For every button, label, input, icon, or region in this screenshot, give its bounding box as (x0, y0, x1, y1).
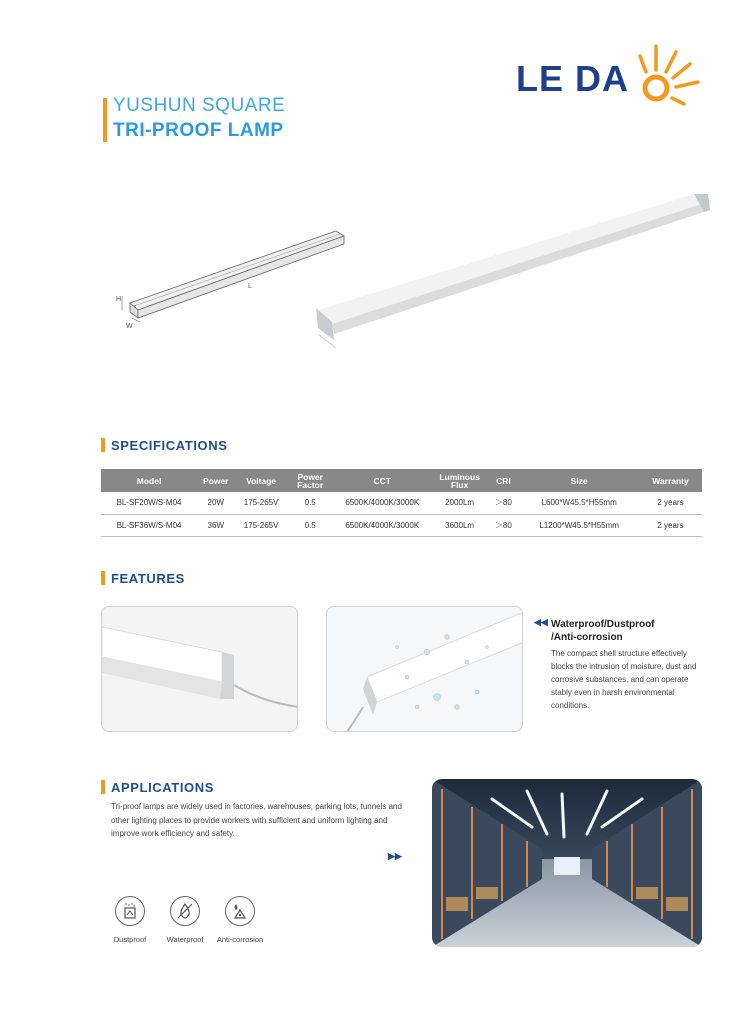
height-label: H (116, 296, 122, 303)
lamp-render (316, 194, 710, 348)
cell-voltage: 175-265V (234, 514, 287, 536)
length-label: L (248, 283, 252, 290)
cell-power: 20W (197, 492, 234, 514)
col-cri: CRI (487, 469, 519, 492)
cell-luminous-flux: 3600Lm (432, 514, 488, 536)
cell-model: BL-SF20W/S-M04 (101, 492, 197, 514)
applications-heading (101, 779, 214, 795)
dustproof-label: Dustproof (113, 935, 147, 944)
table-row (101, 514, 702, 536)
product-series-title: YUSHUN SQUARE (113, 95, 286, 116)
applications-arrow-icon: ▶▶ (388, 851, 402, 861)
width-label: W (126, 323, 133, 330)
cell-cct: 6500K/4000K/3000K (333, 492, 432, 514)
heading-accent-bar (101, 780, 105, 794)
specifications-heading (101, 437, 228, 453)
heading-accent-bar (101, 438, 105, 452)
brand-logo (516, 40, 706, 110)
col-model: Model (101, 469, 197, 492)
applications-description: Tri-proof lamps are widely used in factories, warehouses, parking lots, tunnels and other lighting places to provide workers with sufficient and uniform lighting and improve work efficiency and safety. (111, 802, 402, 838)
cell-size: L600*W45.5*H55mm (519, 492, 639, 514)
cell-model: BL-SF36W/S-M04 (101, 514, 197, 536)
cell-luminous-flux: 2000Lm (432, 492, 488, 514)
waterproof-feature (155, 896, 215, 944)
col-power-factor: Power Factor (288, 469, 333, 492)
cell-cri: ＞80 (487, 514, 519, 536)
dustproof-icon (115, 896, 145, 926)
col-warranty: Warranty (639, 469, 702, 492)
feature-image-end-cap (101, 606, 298, 732)
cell-cri: ＞80 (487, 492, 519, 514)
col-cct: CCT (333, 469, 432, 492)
anti-corrosion-icon (225, 896, 255, 926)
specifications-heading-text: SPECIFICATIONS (111, 437, 228, 453)
sun-logo-icon (614, 40, 706, 110)
cell-cct: 6500K/4000K/3000K (333, 514, 432, 536)
logo-text: LE DA (516, 58, 629, 99)
product-hero-image (108, 188, 718, 348)
feature-description: The compact shell structure effectively blocks the intrusion of moisture, dust and corrosive substances, and can operate stably even in harsh environmental conditions. (551, 649, 697, 710)
specifications-table (101, 469, 702, 537)
col-size: Size (519, 469, 639, 492)
feature-image-water-splash (326, 606, 523, 732)
cell-power-factor: 0.5 (288, 514, 333, 536)
col-power: Power (197, 469, 234, 492)
cell-power-factor: 0.5 (288, 492, 333, 514)
feature-arrow-icon: ◀◀ (534, 617, 548, 627)
heading-accent-bar (101, 571, 105, 585)
feature-title (551, 618, 655, 644)
cell-size: L1200*W45.5*H55mm (519, 514, 639, 536)
warehouse-photo (432, 779, 702, 947)
cell-warranty: 2 years (639, 514, 702, 536)
col-voltage: Voltage (234, 469, 287, 492)
cell-warranty: 2 years (639, 492, 702, 514)
dimension-drawing (116, 231, 344, 330)
anti-corrosion-feature (210, 896, 270, 944)
anti-corrosion-label: Anti-corrosion (216, 935, 264, 944)
title-accent-bar (103, 98, 107, 142)
feature-title-line2: /Anti-corrosion (551, 632, 623, 643)
waterproof-label: Waterproof (166, 935, 204, 944)
feature-title-line1: Waterproof/Dustproof (551, 619, 655, 630)
cell-power: 36W (197, 514, 234, 536)
waterproof-icon (170, 896, 200, 926)
features-heading (101, 570, 185, 586)
applications-heading-text: APPLICATIONS (111, 779, 215, 795)
dustproof-feature (100, 896, 160, 944)
table-header-row (101, 469, 702, 492)
col-luminous-flux: Luminous Flux (432, 469, 488, 492)
product-name-title: TRI-PROOF LAMP (113, 120, 284, 141)
features-heading-text: FEATURES (111, 570, 185, 586)
cell-voltage: 175-265V (234, 492, 287, 514)
table-row (101, 492, 702, 514)
